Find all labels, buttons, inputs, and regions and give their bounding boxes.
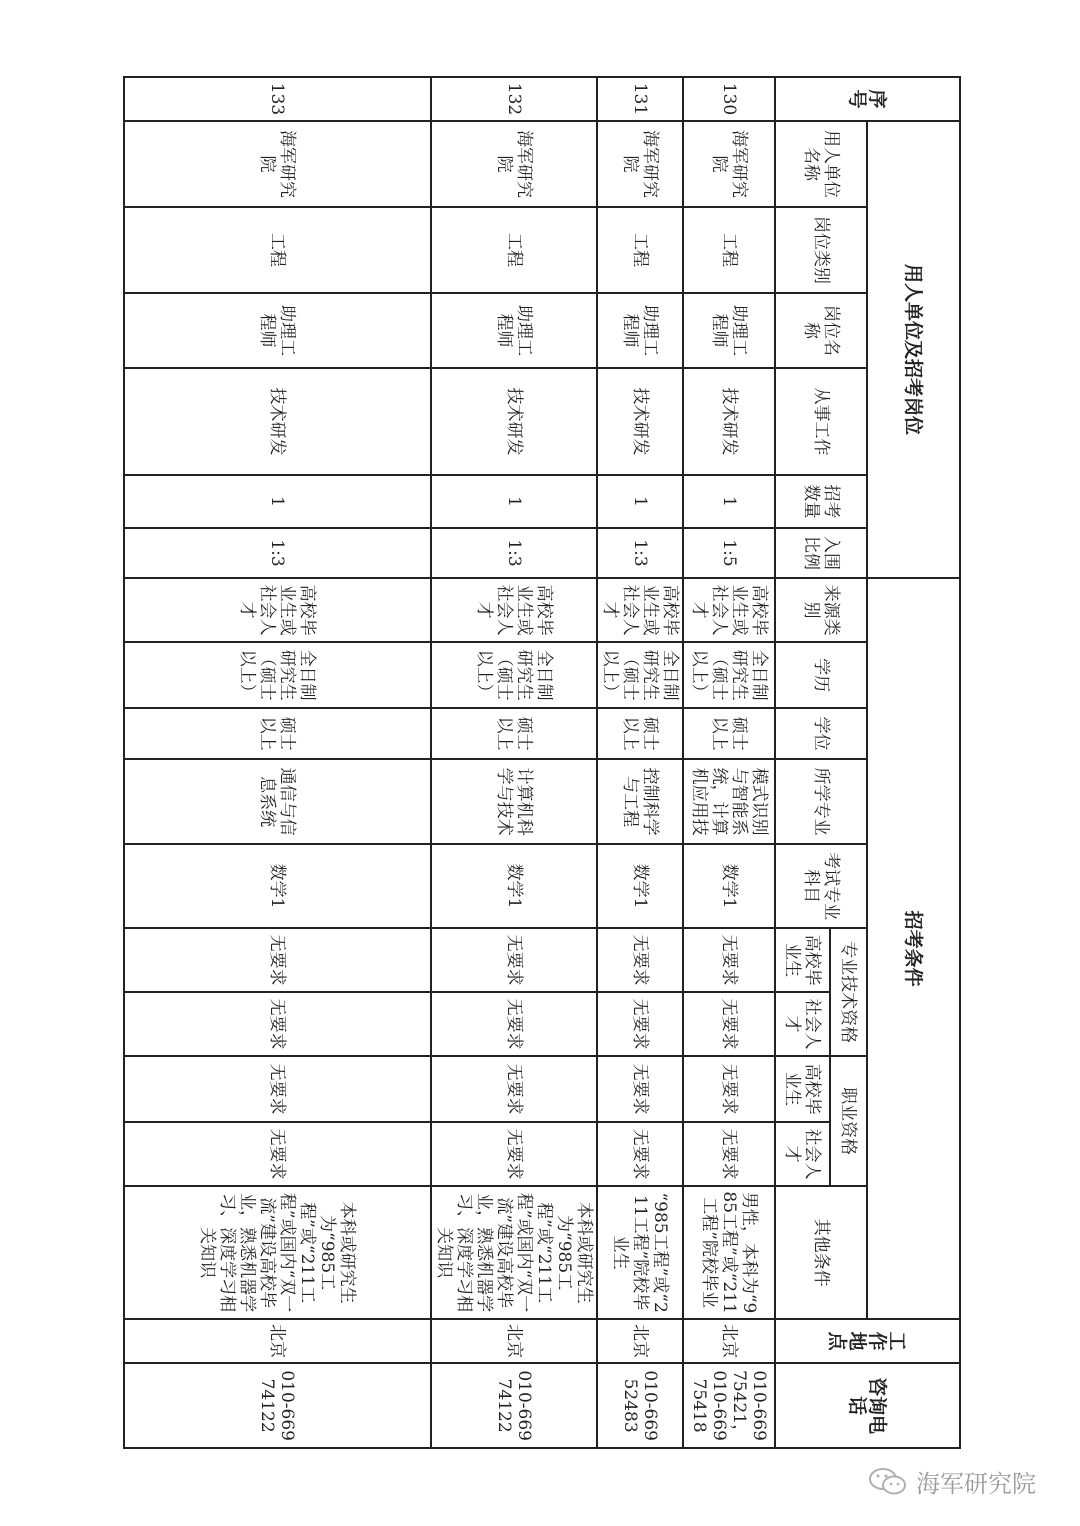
header-exam-subject: 考试专业科目 — [775, 844, 867, 928]
cell-interview-ratio: 1:3 — [431, 528, 597, 578]
header-position-name: 岗位名称 — [775, 293, 867, 368]
header-recruit-count: 招考数量 — [775, 475, 867, 528]
cell-exam-subject: 数学1 — [124, 844, 431, 928]
header-work-location: 工作地点 — [775, 1319, 960, 1363]
header-source-type: 来源类别 — [775, 578, 867, 642]
header-group-conditions: 招考条件 — [867, 578, 960, 1319]
cell-degree: 硕士以上 — [431, 708, 597, 759]
cell-other: 本科或研究生为“985工程”或“211工程”或国内“双一流”建设高校毕业，熟悉机器学习、深度学习相关知识 — [124, 1186, 431, 1319]
table-row — [124, 77, 431, 1448]
cell-job-duty: 技术研发 — [431, 368, 597, 475]
wechat-icon — [868, 1467, 908, 1497]
cell-phone: 010-66974122 — [431, 1363, 597, 1448]
cell-tech-social: 无要求 — [431, 992, 597, 1056]
cell-education: 全日制研究生（硕士以上） — [683, 642, 775, 708]
cell-phone: 010-66952483 — [597, 1363, 683, 1448]
cell-other: “985工程”或“211工程”院校毕业生 — [597, 1186, 683, 1319]
watermark — [868, 1464, 1036, 1499]
header-tech-qual: 专业技术资格 — [830, 928, 867, 1056]
cell-major: 通信与信息系统 — [124, 759, 431, 844]
header-row-sub — [830, 77, 867, 1448]
cell-seq: 133 — [124, 77, 431, 121]
cell-seq: 132 — [431, 77, 597, 121]
header-major: 所学专业 — [775, 759, 867, 844]
cell-tech-grad: 无要求 — [431, 928, 597, 992]
header-interview-ratio: 入围比例 — [775, 528, 867, 578]
cell-unit-name: 海军研究院 — [124, 121, 431, 207]
cell-source-type: 高校毕业生或社会人才 — [431, 578, 597, 642]
cell-voc-social: 无要求 — [683, 1122, 775, 1186]
cell-recruit-count: 1 — [124, 475, 431, 528]
cell-tech-social: 无要求 — [124, 992, 431, 1056]
cell-tech-grad: 无要求 — [124, 928, 431, 992]
cell-position-name: 助理工程师 — [597, 293, 683, 368]
cell-other: 男性，本科为“985工程”或“211工程”院校毕业 — [683, 1186, 775, 1319]
header-contact-phone: 咨询电话 — [775, 1363, 960, 1448]
cell-unit-name: 海军研究院 — [683, 121, 775, 207]
cell-interview-ratio: 1:3 — [124, 528, 431, 578]
cell-major: 控制科学与工程 — [597, 759, 683, 844]
cell-unit-name: 海军研究院 — [431, 121, 597, 207]
cell-major: 计算机科学与技术 — [431, 759, 597, 844]
header-other: 其他条件 — [775, 1186, 867, 1319]
header-voc-graduates: 高校毕业生 — [775, 1056, 830, 1122]
header-row-group — [867, 77, 960, 1448]
header-voc-social: 社会人才 — [775, 1122, 830, 1186]
rotated-table-container — [163, 76, 961, 1447]
cell-exam-subject: 数学1 — [597, 844, 683, 928]
recruitment-table — [123, 76, 961, 1449]
cell-education: 全日制研究生（硕士以上） — [431, 642, 597, 708]
cell-tech-grad: 无要求 — [597, 928, 683, 992]
cell-phone: 010-66975421，010-66975418 — [683, 1363, 775, 1448]
table-row — [683, 77, 775, 1448]
cell-recruit-count: 1 — [683, 475, 775, 528]
table-row — [431, 77, 597, 1448]
cell-position-name: 助理工程师 — [124, 293, 431, 368]
cell-location: 北京 — [431, 1319, 597, 1363]
cell-location: 北京 — [683, 1319, 775, 1363]
cell-position-category: 工程 — [124, 207, 431, 293]
cell-interview-ratio: 1:5 — [683, 528, 775, 578]
cell-position-category: 工程 — [597, 207, 683, 293]
cell-voc-grad: 无要求 — [124, 1056, 431, 1122]
cell-seq: 130 — [683, 77, 775, 121]
cell-voc-grad: 无要求 — [683, 1056, 775, 1122]
cell-position-category: 工程 — [683, 207, 775, 293]
cell-job-duty: 技术研发 — [683, 368, 775, 475]
cell-degree: 硕士以上 — [683, 708, 775, 759]
cell-voc-social: 无要求 — [124, 1122, 431, 1186]
header-unit-name: 用人单位名称 — [775, 121, 867, 207]
cell-education: 全日制研究生（硕士以上） — [124, 642, 431, 708]
header-vocational-qual: 职业资格 — [830, 1056, 867, 1186]
cell-tech-grad: 无要求 — [683, 928, 775, 992]
cell-position-name: 助理工程师 — [683, 293, 775, 368]
cell-seq: 131 — [597, 77, 683, 121]
cell-recruit-count: 1 — [597, 475, 683, 528]
cell-tech-social: 无要求 — [597, 992, 683, 1056]
header-degree: 学位 — [775, 708, 867, 759]
cell-voc-social: 无要求 — [431, 1122, 597, 1186]
cell-location: 北京 — [597, 1319, 683, 1363]
cell-other: 本科或研究生为“985工程”或“211工程”或国内“双一流”建设高校毕业，熟悉机器学习、深度学习相关知识 — [431, 1186, 597, 1319]
cell-source-type: 高校毕业生或社会人才 — [683, 578, 775, 642]
cell-education: 全日制研究生（硕士以上） — [597, 642, 683, 708]
cell-source-type: 高校毕业生或社会人才 — [124, 578, 431, 642]
cell-location: 北京 — [124, 1319, 431, 1363]
header-seq: 序号 — [775, 77, 960, 121]
cell-voc-social: 无要求 — [597, 1122, 683, 1186]
header-group-unit: 用人单位及招考岗位 — [867, 121, 960, 578]
cell-exam-subject: 数学1 — [431, 844, 597, 928]
cell-voc-grad: 无要求 — [431, 1056, 597, 1122]
header-tech-graduates: 高校毕业生 — [775, 928, 830, 992]
cell-job-duty: 技术研发 — [124, 368, 431, 475]
watermark-text: 海军研究院 — [916, 1470, 1036, 1498]
cell-degree: 硕士以上 — [597, 708, 683, 759]
header-position-category: 岗位类别 — [775, 207, 867, 293]
header-tech-social: 社会人才 — [775, 992, 830, 1056]
table-row — [597, 77, 683, 1448]
cell-job-duty: 技术研发 — [597, 368, 683, 475]
cell-exam-subject: 数学1 — [683, 844, 775, 928]
cell-unit-name: 海军研究院 — [597, 121, 683, 207]
cell-position-name: 助理工程师 — [431, 293, 597, 368]
cell-degree: 硕士以上 — [124, 708, 431, 759]
cell-major: 模式识别与智能系统，计算机应用技 — [683, 759, 775, 844]
cell-position-category: 工程 — [431, 207, 597, 293]
header-job-duty: 从事工作 — [775, 368, 867, 475]
cell-tech-social: 无要求 — [683, 992, 775, 1056]
cell-recruit-count: 1 — [431, 475, 597, 528]
cell-interview-ratio: 1:3 — [597, 528, 683, 578]
header-education: 学历 — [775, 642, 867, 708]
cell-phone: 010-66974122 — [124, 1363, 431, 1448]
cell-voc-grad: 无要求 — [597, 1056, 683, 1122]
cell-source-type: 高校毕业生或社会人才 — [597, 578, 683, 642]
